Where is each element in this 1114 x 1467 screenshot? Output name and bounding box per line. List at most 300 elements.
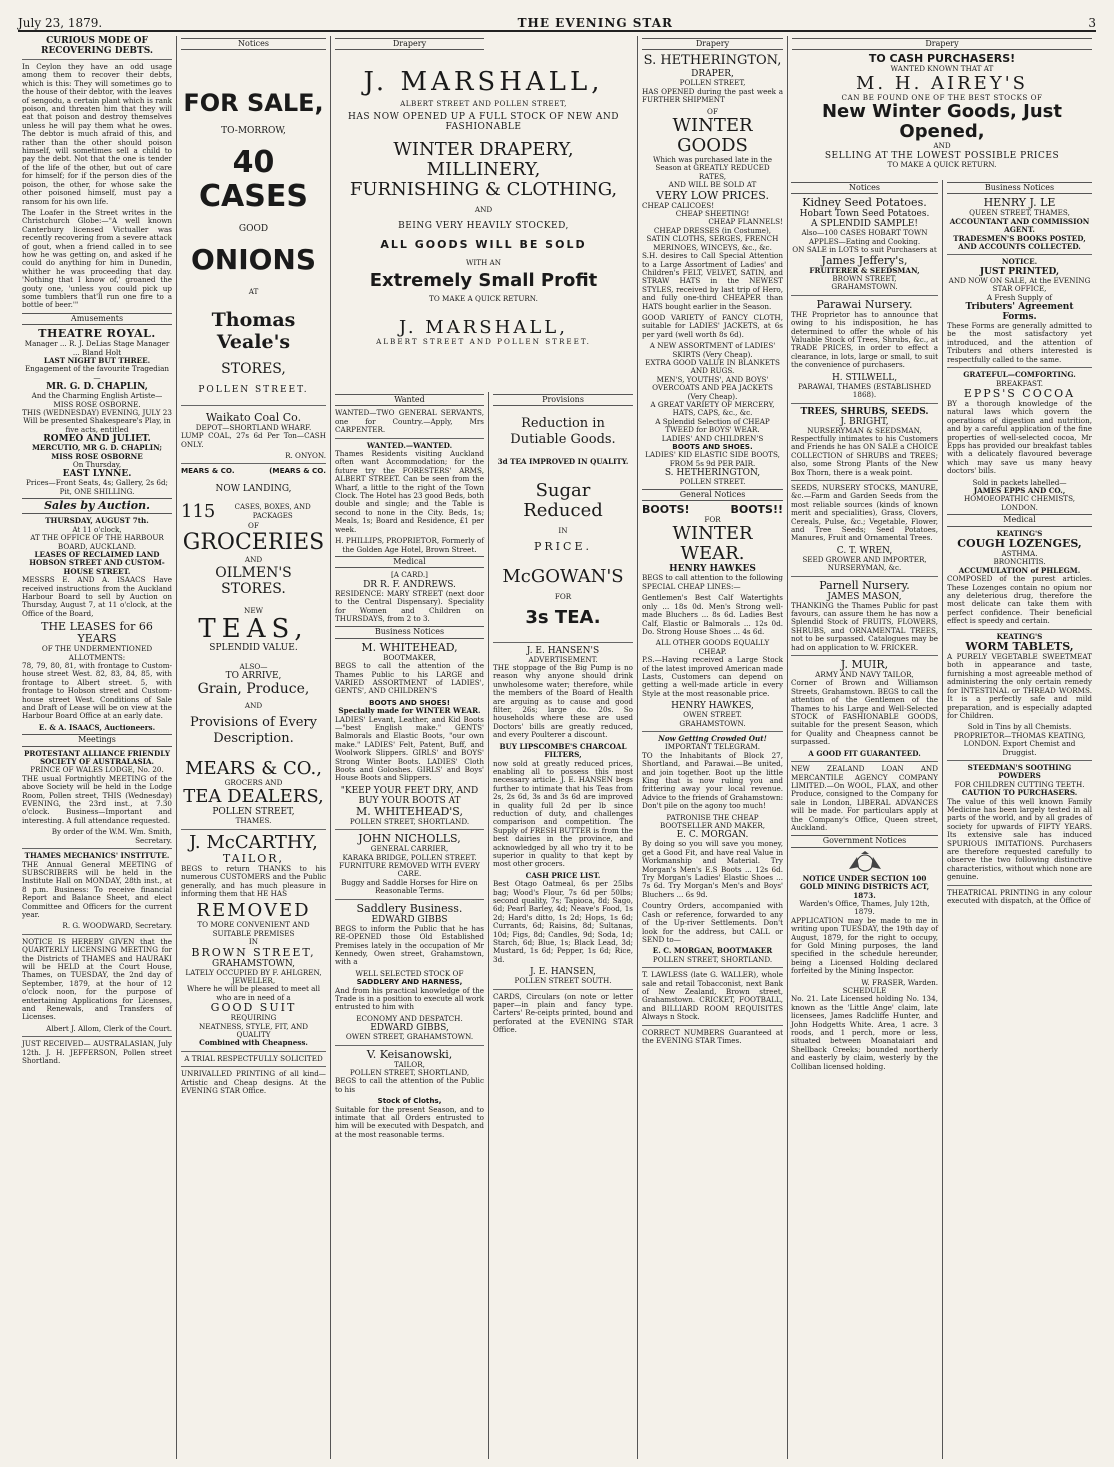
keating-proprietor: PROPRIETOR—THOMAS KEATING, LONDON. Export Chemist and Druggist. bbox=[953, 730, 1086, 757]
in-label: IN bbox=[248, 937, 259, 947]
page-number: 3 bbox=[1088, 16, 1096, 30]
epps-company: JAMES EPPS AND CO., bbox=[973, 485, 1066, 495]
article-body: In Ceylon they have an odd usage among them to recover their debts, which is this: They will sometimes go to the house of their debtor, with the leaves of sengodu, a certain plant which is rank poison, and threaten him that they will eat that poison and destroy themselves unless he will pay them what he owes. The debtor is much afraid of this, and rather than the other should poison himself, will sometimes sell a child to pay the debt. Not that the one is tender of the life of the other, but out of care for himself; for if the person dies of the poison, the other, for whose sake the other poisoned himself, must pay a ransom for his own life. bbox=[22, 62, 172, 206]
lowest-prices: SELLING AT THE LOWEST POSSIBLE PRICES bbox=[824, 150, 1060, 161]
parawai-heading: Parawai Nursery. bbox=[816, 297, 913, 311]
allotments-heading: OF THE UNDERMENTIONED ALLOTMENTS: bbox=[41, 644, 153, 662]
phlegm: ACCUMULATION of PHLEGM. bbox=[958, 565, 1081, 575]
fruiterer-label: FRUITERER & SEEDSMAN, bbox=[809, 265, 920, 275]
doctor-name: DR R. F. ANDREWS. bbox=[363, 579, 456, 590]
tea-price: 3s TEA. bbox=[525, 606, 601, 628]
fresh-supply: A Fresh Supply of bbox=[986, 292, 1053, 302]
trial-label: A TRIAL RESPECTFULLY SOLICITED bbox=[184, 1053, 323, 1063]
trees-heading: TREES, SHRUBS, SEEDS. bbox=[800, 406, 929, 417]
grateful-comforting: GRATEFUL—COMFORTING. bbox=[963, 370, 1076, 380]
hansen-sig: J. E. HANSEN, bbox=[529, 967, 597, 978]
application-body: APPLICATION may be made to me in writing upon TUESDAY, the 19th day of August, 1879, for the right to occupy, for Gold Mining purposes, the land specified in the schedule hereunder, being a Licensed Holding declared forfeited by the Mining Inspector. bbox=[791, 915, 938, 976]
marshall-address: ALBERT STREET AND POLLEN STREET, bbox=[400, 99, 567, 108]
marshall-address-2: ALBERT STREET AND POLLEN STREET. bbox=[376, 336, 591, 346]
and-label: AND bbox=[474, 205, 493, 215]
hetherington-opened: HAS OPENED during the past week a FURTHER SHIPMENT bbox=[642, 86, 783, 105]
auctioneer-signature: E. & A. ISAACS, Auctioneers. bbox=[38, 722, 156, 732]
well-selected: WELL SELECTED STOCK OF bbox=[355, 968, 464, 978]
grain-heading: Grain, Produce, bbox=[197, 681, 310, 698]
jeffery-town: GRAHAMSTOWN. bbox=[831, 282, 898, 292]
country-orders: Country Orders, accompanied with Cash or reference, forwarded to any of the Up-river Settlements. Don't look for the address, but CALL or SEND to— bbox=[642, 901, 783, 944]
and-label: AND bbox=[933, 141, 951, 151]
wanted-body: Thames Residents visiting Auckland often want Accommodation; for the future try the FORESTERS' ARMS, ALBERT STREET. Can be seen from the Wharf, a little to the right of the Town Clock. The Hotel has 23 good Beds, both double and single; and the Table is second to none in the City. Beds, 1s; Meals, 1s; Board and Residence, £1 per week. bbox=[335, 449, 484, 534]
boots-1: BOOTS! bbox=[642, 503, 690, 517]
mears-heading: MEARS & CO., bbox=[185, 757, 322, 779]
reduction-heading: Reduction in Dutiable Goods. bbox=[510, 416, 616, 448]
just-received: JUST RECEIVED— AUSTRALASIAN, July 12th. J. H. JEFFERSON, Pollen street Shortland. bbox=[22, 1039, 172, 1066]
gibbs-address: OWEN STREET, GRAHAMSTOWN. bbox=[345, 1032, 474, 1042]
mccarthy-heading: J. McCARTHY, bbox=[189, 831, 318, 853]
children-teeth: FOR CHILDREN CUTTING TEETH. bbox=[954, 779, 1085, 789]
licensing-notice: NOTICE IS HEREBY GIVEN that the QUARTERLY LICENSING MEETING for the Districts of THAMES and HAURAKI will be HELD at the Court House, Thames, on TUESDAY, the 2nd day of September, 1879, at the hour of 12 o'clock noon, for the purpose of entertaining Applications for Licenses, and Renewals, and Transfers of Licenses. bbox=[22, 936, 172, 1022]
hawkes-heading: HENRY HAWKES bbox=[669, 564, 756, 575]
provisions-heading: Provisions of Every bbox=[190, 714, 317, 730]
will-be-sold: AND WILL BE SOLD AT bbox=[668, 180, 757, 190]
section-heading-wanted: Wanted bbox=[335, 394, 484, 406]
henry-street: QUEEN STREET, THAMES, bbox=[969, 208, 1070, 218]
society-name: PROTESTANT ALLIANCE FRIENDLY SOCIETY OF AUSTRALASIA. bbox=[24, 748, 170, 767]
keatings-label-2: KEATING'S bbox=[996, 631, 1043, 641]
last-night: LAST NIGHT BUT THREE. bbox=[43, 356, 151, 365]
epps-london: LONDON. bbox=[1001, 502, 1038, 512]
grocers-label: GROCERS AND bbox=[224, 777, 283, 787]
mears-logo-right: (MEARS & CO. bbox=[269, 466, 326, 476]
parnell-heading: Parnell Nursery. bbox=[819, 578, 910, 592]
nz-loan: NEW ZEALAND LOAN AND MERCANTILE AGENCY COMPANY LIMITED.—On WOOL, FLAX, and other Produce, consigned to the Company for sale in London, LIBERAL ADVANCES will be made. For particulars apply at the Company's Office, Queen street, Auckland. bbox=[791, 764, 938, 832]
morgan-sig: E. C. MORGAN, BOOTMAKER bbox=[652, 946, 773, 956]
in-label: IN bbox=[558, 525, 568, 535]
description-heading: Description. bbox=[213, 730, 294, 746]
best-stocks: CAN BE FOUND ONE OF THE BEST STOCKS OF bbox=[841, 92, 1043, 102]
section-heading-medical-2: Medical bbox=[947, 514, 1092, 526]
purchased-late: Which was purchased late in the Season at GREATLY REDUCED RATES, bbox=[652, 155, 773, 181]
new-winter-goods: New Winter Goods, Just Opened, bbox=[821, 101, 1062, 143]
section-heading-auction: Sales by Auction. bbox=[22, 498, 172, 514]
morgan-heading: E. C. MORGAN. bbox=[676, 830, 749, 841]
stock-cloths: Stock of Cloths, bbox=[377, 1096, 442, 1106]
newspaper-title: THE EVENING STAR bbox=[517, 16, 673, 30]
neatness-label: NEATNESS, STYLE, FIT, AND QUALITY bbox=[198, 1021, 309, 1039]
section-heading-drapery-3: Drapery bbox=[792, 38, 1092, 50]
correct-numbers: CORRECT NUMBERS Guaranteed at the EVENING STAR Times. bbox=[642, 1027, 783, 1045]
lipscombe-filters: BUY LIPSCOMBE'S CHARCOAL FILTERS, bbox=[499, 741, 627, 760]
wanted-servants: WANTED—TWO GENERAL SERVANTS, one for Country.—Apply, Mrs CARPENTER. bbox=[335, 408, 484, 435]
lodge-name: PRINCE OF WALES LODGE, No. 20. bbox=[30, 765, 164, 775]
actress-name: And the Charming English Artiste— MISS ROSE OSBORNE. bbox=[31, 391, 163, 409]
bronchitis: BRONCHITIS. bbox=[993, 557, 1046, 567]
mason-body: THANKING the Thames Public for past favours, can assure them he has now a Splendid Stock of FRUITS, FLOWERS, SHRUBS, and ORNAMENTAL TREES, not to be surpassed. Catalogues may be had on application to W. FRICKER. bbox=[791, 600, 938, 652]
auction-date: THURSDAY, AUGUST 7th. bbox=[45, 516, 149, 526]
veale-address: POLLEN STREET. bbox=[198, 384, 309, 395]
column-2 bbox=[176, 36, 330, 1459]
and-label-2: AND bbox=[244, 701, 263, 711]
to-arrive: TO ARRIVE, bbox=[225, 671, 282, 682]
hawkes-lines: Gentlemen's Best Calf Watertights only ... 18s 0d. Men's Strong well-made Bluchers ... 8s 6d. Ladies Best Calf, Elastic or Balmorals ... 12s 0d. Do. Strong House Shoes ... 4s 6d. bbox=[642, 593, 783, 636]
allotments-list: 78, 79, 80, 81, with frontage to Custom-house street West. 82, 83, 84, 85, with frontage to Albert street. 5, with frontage to Hobson street and Custom-house street West. Conditions of Sale and Draft of Lease will be on view at the Harbour Board Office at an early date. bbox=[22, 660, 172, 721]
just-printed: JUST PRINTED, bbox=[979, 266, 1060, 277]
epps-body: BY a thorough knowledge of the natural laws which govern the operations of digestion and nutrition, and by a careful application of the fine properties of well-selected cocoa, Mr Epps has provided our breakfast tables with a delicately flavoured beverage which may save us many heavy doctors' bills. bbox=[947, 398, 1092, 476]
homoeopathic: HOMOEOPATHIC CHEMISTS, bbox=[963, 494, 1076, 504]
asthma: ASTHMA. bbox=[1001, 549, 1038, 558]
bright-name: J. BRIGHT, bbox=[840, 416, 889, 427]
jeffery-heading: James Jeffery's, bbox=[821, 253, 908, 267]
ticket-prices: Prices—Front Seats, 4s; Gallery, 2s 6d; Pit, ONE SHILLING. bbox=[26, 478, 168, 496]
nicholls-heading: JOHN NICHOLLS, bbox=[358, 832, 461, 846]
cash-purchasers: TO CASH PURCHASERS! bbox=[868, 52, 1016, 66]
package-count: 115 bbox=[181, 500, 216, 522]
advertisement-label: ADVERTISEMENT. bbox=[528, 654, 598, 664]
bootmaker-label: BOOTMAKER, bbox=[383, 652, 436, 662]
mears-logo-left: MEARS & CO. bbox=[181, 466, 235, 476]
theatrical-printing: THEATRICAL PRINTING in any colour executed with dispatch, at the Office of bbox=[947, 887, 1092, 906]
issue-date: July 23, 1879. bbox=[18, 16, 103, 30]
all-other-goods: ALL OTHER GOODS EQUALLY CHEAP. bbox=[655, 638, 770, 656]
keisanowski-end: Suitable for the present Season, and to intimate that all Orders entrusted to him will be executed with Despatch, and at the most reasonable terms. bbox=[335, 1104, 484, 1139]
apples: Also—100 CASES HOBART TOWN APPLES—Eating and Cooking. bbox=[801, 228, 928, 246]
teas-heading: TEAS, bbox=[198, 614, 309, 645]
sold-in-packets: Sold in packets labelled— bbox=[972, 477, 1067, 487]
section-heading-notices: Notices bbox=[181, 38, 326, 50]
at-label: AT bbox=[248, 287, 259, 297]
whitehead-address: POLLEN STREET, SHORTLAND. bbox=[349, 816, 470, 826]
overcoats: MEN'S, YOUTHS', AND BOYS' OVERCOATS AND PEA JACKETS (Very Cheap). bbox=[652, 374, 773, 401]
marshall-sig: J. MARSHALL, bbox=[399, 316, 568, 338]
column-5 bbox=[637, 36, 787, 1459]
mcgowan-heading: McGOWAN'S bbox=[502, 566, 624, 588]
cash-price-list: CASH PRICE LIST. bbox=[525, 870, 601, 880]
furniture-removed: FURNITURE REMOVED WITH EVERY CARE. bbox=[339, 861, 480, 879]
onions-heading: ONIONS bbox=[190, 243, 317, 277]
removed-heading: REMOVED bbox=[196, 900, 311, 922]
mason-name: JAMES MASON, bbox=[827, 591, 902, 602]
bright-body: Respectfully intimates to his Customers and Friends he has ON SALE a CHOICE COLLECTION of SHRUBS and TREES; also, some Strong Plants of the New Box Thorn, there is a weak point. bbox=[791, 433, 938, 477]
gibbs-sig: EDWARD GIBBS, bbox=[370, 1023, 449, 1034]
combined-label: Combined with Cheapness. bbox=[199, 1038, 308, 1048]
fit-guaranteed: A GOOD FIT GUARANTEED. bbox=[808, 748, 921, 758]
new-label: NEW bbox=[244, 605, 263, 615]
sale-day: TO-MORROW, bbox=[221, 126, 286, 137]
card-label: [A CARD.] bbox=[391, 570, 428, 580]
cheap-sheeting: CHEAP SHEETING! bbox=[675, 209, 750, 219]
warden-office: Warden's Office, Thames, July 12th, 1879. bbox=[799, 898, 930, 917]
winter-goods: WINTER GOODS bbox=[672, 115, 753, 157]
wanted-heading: WANTED.—WANTED. bbox=[366, 440, 453, 450]
whitehead-sig: M. WHITEHEAD'S, bbox=[356, 804, 463, 818]
section-heading-business-2: Business Notices bbox=[947, 182, 1092, 194]
quick-return: TO MAKE A QUICK RETURN. bbox=[887, 159, 997, 169]
whitehead-body: BEGS to call the attention of the Thames Public to his LARGE and VARIED ASSORTMENT of LADIES', GENTS', AND CHILDREN'S bbox=[335, 661, 484, 696]
schedule-heading: SCHEDULE bbox=[842, 986, 887, 996]
column-3-lower bbox=[330, 392, 488, 1459]
keatings-label: KEATING'S bbox=[996, 528, 1043, 538]
good-label: GOOD bbox=[238, 224, 269, 235]
whitehead-list: LADIES' Levant, Leather, and Kid Boots—"best English make." GENTS' Balmorals and Elastic Boots, "our own make." LADIES' Felt, Patent, Buff, and Woolwork Slippers. GIRLS' and BOYS' Strong Winter Boots. LADIES' Cloth Boots and Goloshes. GIRLS' and Boys' House Boots and Slippers. bbox=[335, 714, 484, 783]
column-4 bbox=[488, 392, 637, 1459]
ladies-skirts: A NEW ASSORTMENT of LADIES' SKIRTS (Very Cheap). bbox=[649, 341, 776, 359]
hetherington-hats: S.H. desires to Call Special Attention to a Large Assortment of Ladies' and Children's FELT, VELVET, SATIN, and STRAW HATS in the NEWEST STYLES, received by last trip of Hero, and fully one-third CHEAPER than HATS bought earlier in the Season. bbox=[642, 251, 783, 311]
satin-cloths: SATIN CLOTHS, SERGES, FRENCH MERINOES, WINCEYS, &c., &c. bbox=[646, 234, 779, 252]
saddlery-heading: Saddlery Business. bbox=[356, 901, 463, 915]
bright-trade: NURSERYMAN & SEEDSMAN, bbox=[807, 425, 922, 435]
groceries-heading: GROCERIES bbox=[182, 530, 325, 556]
stilwell-name: H. STILWELL, bbox=[831, 372, 898, 383]
tradesmen-books: TRADESMEN'S BOOKS POSTED, AND ACCOUNTS COLLECTED. bbox=[953, 233, 1086, 252]
airey-heading: M. H. AIREY'S bbox=[856, 72, 1028, 94]
keatings-body: COMPOSED of the purest articles. These Lozenges contain no opium nor any deleterious drug, therefore the most delicate can take them with perfect confidence. Their beneficial effect is speedy and certain. bbox=[947, 574, 1092, 626]
for-sale-heading: FOR SALE, bbox=[183, 89, 324, 118]
army-tailor: ARMY AND NAVY TAILOR, bbox=[815, 670, 914, 680]
on-sale-lots: ON SALE in LOTS to suit Purchasers at bbox=[792, 245, 937, 255]
boots-shoes: BOOTS AND SHOES! bbox=[369, 697, 450, 707]
printing-ad: UNRIVALLED PRINTING of all kind—Artistic and Cheap designs. At the EVENING STAR Office. bbox=[181, 1069, 326, 1095]
notice-under-section: NOTICE UNDER SECTION 100 GOLD MINING DISTRICTS ACT, 1873. bbox=[799, 873, 930, 900]
mears-town: THAMES. bbox=[235, 816, 272, 826]
doctor-residence: RESIDENCE: MARY STREET (next door to the Central Dispensary). Speciality for Women and Children on THURSDAYS, from 2 to 3. bbox=[335, 588, 484, 623]
mechanics-signature: R. G. WOODWARD, Secretary. bbox=[62, 921, 172, 931]
notice-heading: NOTICE. bbox=[1001, 257, 1038, 267]
worm-tablets: WORM TABLETS, bbox=[965, 640, 1074, 654]
coal-agent: R. ONYON. bbox=[285, 451, 326, 461]
section-heading-government: Government Notices bbox=[791, 835, 938, 847]
keep-feet-dry: "KEEP YOUR FEET DRY, AND BUY YOUR BOOTS AT bbox=[340, 785, 479, 806]
kidney-potatoes: Kidney Seed Potatoes. bbox=[802, 196, 927, 210]
performance-date: THIS (WEDNESDAY) EVENING, JULY 23 Will be presented Shakespeare's Play, in five acts, entitled bbox=[22, 408, 172, 434]
hansen-body: THE stoppage of the Big Pump is no reason why anyone should drink unwholesome water; therefore, while the members of the Board of Health are arguing as to cause and good filter, 26s; large do. 20s. So households where these are used Doctors' bills are greatly reduced, and every Poulterer a discount. bbox=[493, 663, 633, 740]
section-heading-provisions: Provisions bbox=[493, 394, 633, 406]
masthead bbox=[18, 8, 1096, 32]
licensing-signature: Albert J. Allom, Clerk of the Court. bbox=[46, 1023, 172, 1033]
cheap-flannels: CHEAP FLANNELS! bbox=[708, 217, 783, 227]
keisanowski-address: POLLEN STREET, SHORTLAND, bbox=[349, 1067, 470, 1077]
tea-dealers-heading: TEA DEALERS, bbox=[183, 786, 324, 808]
of-label: OF bbox=[248, 520, 259, 530]
small-profit: Extremely Small Profit bbox=[369, 270, 598, 292]
gibbs-trade: And from his practical knowledge of the Trade is in a position to execute all work entrusted to him with bbox=[335, 985, 484, 1012]
coal-price: LUMP COAL, 27s 6d Per Ton—CASH ONLY. bbox=[181, 431, 326, 449]
patronise: PATRONISE THE CHEAP BOOTSELLER AND MAKER, bbox=[659, 812, 766, 831]
with-an: WITH AN bbox=[465, 257, 502, 267]
hawkes-sig: HENRY HAWKES, bbox=[671, 701, 754, 712]
hetherington-sig: S. HETHERINGTON, bbox=[664, 468, 761, 479]
fancy-cloth: GOOD VARIETY of FANCY CLOTH, suitable for LADIES' JACKETS, at 6s per yard (well worth 8s 6d). bbox=[642, 312, 783, 339]
section-heading-drapery: Drapery bbox=[335, 38, 484, 50]
sold-in-tins: Sold in Tins by all Chemists. bbox=[967, 722, 1072, 732]
caution: CAUTION TO PURCHASERS. bbox=[961, 788, 1078, 798]
mechanics-body: THE Annual General MEETING of SUBSCRIBERS will be held in the Institute Hall on MONDAY, 28th inst., at 8 p.m. Business: To receive financial Report and Balance Sheet, and elect Committee and Officers for the current year. bbox=[22, 859, 172, 919]
economy-despatch: ECONOMY AND DESPATCH. bbox=[356, 1013, 463, 1023]
for-label: FOR bbox=[554, 592, 572, 602]
veale-name: Thomas Veale's bbox=[211, 308, 296, 353]
worm-body: A PURELY VEGETABLE SWEETMEAT both in appearance and taste, furnishing a most agreeable method of administering the only certain remedy for INTESTINAL or THREAD WORMS. It is a perfectly safe and mild preparation, and is especially adapted for Children. bbox=[947, 652, 1092, 720]
mercery: A GREAT VARIETY OF MERCERY, HATS, CAPS, &c., &c. bbox=[650, 400, 775, 418]
schedule-body: No. 21. Late Licensed holding No. 134, known as the 'Little Ange' claim, late licensees, James Radcliffe Hunter, and John Hodgetts White. Area, 1 acre. 3 roods, and 1 perch, more or less, situated between Moanataiari and Shellback Creeks; bounded northerly and easterly by claim, westerly by the Colliban licensed holding. bbox=[791, 994, 938, 1071]
column-6 bbox=[787, 180, 942, 1459]
wren-name: C. T. WREN, bbox=[836, 545, 893, 556]
forms-body: These Forms are generally admitted to be the most satisfactory yet introduced, and the attention of Tributers and others interested is respectfully called to the same. bbox=[947, 321, 1092, 364]
mechanics-title: THAMES MECHANICS' INSTITUTE. bbox=[24, 851, 170, 861]
epps-cocoa: EPPS'S COCOA bbox=[963, 386, 1076, 400]
lawless-ad: T. LAWLESS (late G. WALLER), whole sale and retail Tobacconist, next Bank of New Zealand, Brown street, Grahamstown. CRICKET, FOOTBALL, and BILLIARD ROOM REQUISITES Always n Stock. bbox=[642, 970, 783, 1022]
furnishing-clothing: FURNISHING & CLOTHING, bbox=[349, 179, 618, 201]
for-label: FOR bbox=[704, 515, 721, 525]
section-heading-drapery-2: Drapery bbox=[642, 38, 783, 50]
next-date: On Thursday, bbox=[72, 460, 122, 470]
morgan-body: By doing so you will save you money, get a Good Fit, and have real Value in Workmanship and Material. Try Morgan's Men's E.S Boots ... 12s 6d. Try Morgan's Ladies' Elastic Shoes ... 7s 6d. Try Morgan's Men's and Boys' Bluchers ... 6s 9d. bbox=[642, 839, 783, 899]
and-label: AND bbox=[244, 555, 263, 565]
hobart-potatoes: Hobart Town Seed Potatoes. bbox=[799, 209, 930, 220]
auction-title: LEASES OF RECLAIMED LAND HOBSON STREET AND CUSTOM-HOUSE STREET. bbox=[29, 549, 165, 576]
auction-body: MESSRS E. AND A. ISAACS Have received instructions from the Auckland Harbour Board to sell by Auction on Thursday, August 7, at 11 o'clock, at the Office of the Board, bbox=[22, 575, 172, 618]
hawkes-town: GRAHAMSTOWN. bbox=[679, 718, 746, 728]
cheap-tweed: A Splendid Selection of CHEAP TWEED for BOYS' WEAR. bbox=[655, 416, 770, 435]
sugar-heading: Sugar Reduced bbox=[523, 479, 603, 521]
leases-heading: THE LEASES for 66 YEARS bbox=[41, 620, 153, 646]
stilwell-address: PARAWAI, THAMES (ESTABLISHED 1868). bbox=[797, 381, 932, 400]
marshall-heading: J. MARSHALL, bbox=[363, 67, 604, 97]
heavily-stocked: BEING VERY HEAVILY STOCKED, bbox=[398, 220, 569, 231]
winter-wear: WINTER WEAR. bbox=[672, 523, 753, 565]
wanted-signature: H. PHILLIPS, PROPRIETOR, Formerly of the Golden Age Hotel, Brown Street. bbox=[335, 536, 484, 554]
telegram-body: TO the Inhabitants of Block 27, Shortland, and Parawai.—Be united, and join together. Boot up the little King that is now ruling you and frittering away your local revenue. Advice to the friends of Grahamstown: Don't pile on the agony too much! bbox=[642, 750, 783, 811]
telegram-heading: IMPORTANT TELEGRAM. bbox=[664, 742, 761, 752]
steedman-body: The value of this well known Family Medicine has been largely tested in all parts of the world, and by all grades of society for upwards of FIFTY YEARS. Its extensive sale has induced SPURIOUS IMITATIONS. Purchasers are therefore requested carefully to observe the two following distinctive characteristics, without which none are genuine. bbox=[947, 796, 1092, 882]
marshall-advert bbox=[330, 58, 637, 378]
theatre-manager: Manager ... R. J. DeLias Stage Manager ... Bland Holt bbox=[24, 339, 170, 357]
article-body: The Loafer in the Street writes in the Christchurch Globe:—"A well known Canterbury licensed Victualler was recently recovering from a severe attack of gout, when a friend called in to see how he was getting on, and asked if he could do anything for him in Dunedin, whither he was proceeding that day. 'Nothing that I know of,' groaned the gouty one, 'unless you could pick up some tumblers that'll run one fire to a bottle of beer.'" bbox=[22, 207, 172, 310]
wanted-known: WANTED KNOWN THAT AT bbox=[890, 64, 994, 74]
section-heading-meetings: Meetings bbox=[22, 734, 172, 746]
section-heading-notices-2: Notices bbox=[791, 182, 938, 194]
carrier-label: GENERAL CARRIER, bbox=[370, 844, 449, 854]
winter-wear: Specially made for WINTER WEAR. bbox=[338, 706, 481, 716]
crowded-out: Now Getting Crowded Out! bbox=[658, 733, 767, 743]
keisanowski-body: BEGS to call the attention of the Public to his bbox=[335, 1076, 484, 1094]
quick-return: TO MAKE A QUICK RETURN. bbox=[429, 294, 538, 304]
cards-ad: CARDS, Circulars (on note or letter paper—in plain and fancy type. Carters' Re-ceipts printed, bound and perforated at the EVENING STAR Office. bbox=[493, 991, 633, 1035]
mears-address: POLLEN STREET, bbox=[212, 807, 295, 818]
now-landing: NOW LANDING, bbox=[215, 483, 292, 494]
actor-name: MR. G. D. CHAPLIN, bbox=[46, 382, 148, 393]
splendid-sample: A SPLENDID SAMPLE! bbox=[811, 219, 918, 230]
grahamstown: GRAHAMSTOWN, bbox=[212, 958, 295, 969]
play-title: ROMEO AND JULIET. bbox=[43, 434, 151, 445]
marshall-opened: HAS NOW OPENED UP A FULL STOCK OF NEW AND FASHIONABLE bbox=[348, 112, 619, 133]
brown-street: BROWN STREET, bbox=[191, 945, 316, 959]
hawkes-body: BEGS to call attention to the following SPECIAL CHEAP LINES:— bbox=[642, 573, 783, 591]
hetherington-address: POLLEN STREET. bbox=[679, 477, 746, 487]
keisanowski-heading: V. Keisanowski, bbox=[366, 1047, 453, 1061]
very-low-prices: VERY LOW PRICES. bbox=[656, 188, 769, 202]
kid-boots: LADIES' KID ELASTIC SIDE BOOTS, FROM 5s 9d PER PAIR. bbox=[645, 450, 780, 468]
jeffery-street: BROWN STREET, bbox=[832, 274, 897, 284]
premises-label: TO MORE CONVENIENT AND SUITABLE PREMISES bbox=[197, 920, 310, 938]
hawkes-ps: P.S.—Having received a Large Stock of the latest improved American made Lasts, Customers can depend on getting a well-made article in every Style at the most reasonable price. bbox=[642, 655, 783, 698]
of-label: OF bbox=[707, 106, 718, 116]
winter-drapery: WINTER DRAPERY, MILLINERY, bbox=[393, 139, 574, 181]
seeds-ad: SEEDS, NURSERY STOCKS, MANURE, &c.—Farm and Garden Seeds from the most reliable sources (kinds of known merit and specialities), Grass, Clovers, Cereals, Pulse, &c.; Vegetable, Flower, and Tree Seeds; Seed Potatoes, Manures, Fruit and Ornamental Trees. bbox=[791, 482, 938, 543]
wren-trade: SEED GROWER AND IMPORTER, NURSERYMAN, &c. bbox=[802, 554, 927, 573]
lately-occupied: LATELY OCCUPIED BY F. AHLGREN, JEWELLER, bbox=[185, 967, 322, 985]
price-label: PRICE. bbox=[534, 540, 592, 554]
oilmen-heading: OILMEN'S STORES. bbox=[215, 564, 292, 597]
hetherington-street: POLLEN STREET, bbox=[679, 78, 746, 88]
muir-heading: J. MUIR, bbox=[840, 658, 889, 672]
auction-location: AT THE OFFICE OF THE HARBOUR BOARD, AUCKLAND. bbox=[30, 533, 164, 551]
buggy-hire: Buggy and Saddle Horses for Hire on Reasonable Terms. bbox=[341, 877, 478, 896]
cash-price-body: Best Otago Oatmeal, 6s per 25lbs bag; Wood's Flour, 7s 6d per 50lbs; second quality, 7s; Tapioca, 8d; Sago, 6d; Pearl Barley, 4d; Neave's Food, 1s 2d; Hard's ditto, 1s 2d; Hops, 1s 6d; Currants, 6d; Raisins, 8d; Sultanas, 10d; Figs, 8d; Candles, 9d; Soda, 1d; Starch, 6d; Blue, 1s; Black Lead, 3d; Mustard, 1s 6d; Pepper, 1s 6d; Rice, 3d. bbox=[493, 879, 633, 964]
hansen-heading: J. E. HANSEN'S bbox=[526, 645, 600, 656]
column-7 bbox=[942, 180, 1096, 1459]
column-1 bbox=[18, 36, 176, 1459]
breakfast: BREAKFAST. bbox=[996, 378, 1043, 388]
next-play: EAST LYNNE. bbox=[62, 469, 132, 480]
tributers-forms: Tributers' Agreement Forms. bbox=[965, 302, 1074, 323]
theatre-title: THEATRE ROYAL. bbox=[38, 327, 156, 341]
keisanowski-tailor: TAILOR, bbox=[394, 1059, 425, 1069]
section-heading-general: General Notices bbox=[642, 489, 783, 501]
muir-body: Corner of Brown and Williamson Streets, Grahamstown. BEGS to call the attention of the Gentlemen of the Thames to his Large and Well-Selected STOCK of FASHIONABLE GOODS, suitable for the present Season, which for Quality and Cheapness cannot be surpassed. bbox=[791, 678, 938, 747]
section-heading-medical: Medical bbox=[335, 556, 484, 568]
whitehead-heading: M. WHITEHEAD, bbox=[361, 640, 458, 654]
tailor-label: TAILOR, bbox=[222, 851, 285, 865]
gibbs-name: EDWARD GIBBS bbox=[371, 914, 448, 925]
all-goods-sold: ALL GOODS WILL BE SOLD bbox=[380, 237, 587, 251]
henry-heading: HENRY J. LE bbox=[983, 196, 1056, 210]
blankets: EXTRA GOOD VALUE IN BLANKETS AND RUGS. bbox=[645, 357, 780, 376]
ladies-children: LADIES' AND CHILDREN'S bbox=[661, 433, 764, 443]
cheap-dresses: CHEAP DRESSES (in Costume), bbox=[653, 225, 772, 235]
stores-label: STORES, bbox=[221, 360, 286, 377]
warden-signature: W. FRASER, Warden. bbox=[861, 977, 938, 987]
meeting-signature: By order of the W.M. Wm. Smith, Secretary. bbox=[51, 827, 172, 845]
coal-company: Waikato Coal Co. bbox=[205, 410, 302, 424]
cases-count: 40 CASES bbox=[199, 145, 308, 215]
where-text: Where he will be pleased to meet all who are in need of a bbox=[186, 984, 321, 1002]
good-suit: GOOD SUIT bbox=[210, 1001, 297, 1015]
cast: MERCUTIO, MR G. D. CHAPLIN; MISS ROSE OSBORNE bbox=[31, 443, 163, 461]
parawai-body: THE Proprietor has to announce that owing to his indisposition, he has determined to offer the whole of his Valuable Stock of Trees, Shrubs, &c., at TRADE PRICES, in order to effect a clearance, in lots, large or small, to suit the convenience of purchasers. bbox=[791, 309, 938, 370]
boots-shoes: BOOTS AND SHOES. bbox=[672, 442, 753, 452]
meeting-body: THE usual Fortnightly MEETING of the above Society will be held in the Lodge Room, Pollen street, THIS (Wednesday) EVENING, the 23rd inst., at 7.30 o'clock. Business—Important and interesting. A full attendance requested. bbox=[22, 773, 172, 825]
also-label: ALSO— bbox=[239, 662, 268, 672]
splendid-value: SPLENDID VALUE. bbox=[209, 643, 298, 654]
mccarthy-body: BEGS to return THANKS to his numerous CUSTOMERS and the Public generally, and has much pleasure in informing them that HE HAS bbox=[181, 863, 326, 898]
steedman-heading: STEEDMAN'S SOOTHING POWDERS bbox=[967, 762, 1072, 781]
draper-label: DRAPER, bbox=[691, 69, 734, 80]
boots-2: BOOTS!! bbox=[730, 503, 783, 517]
coal-depot: DEPOT—SHORTLAND WHARF. bbox=[195, 422, 312, 432]
karaka-address: KARAKA BRIDGE, POLLEN STREET. bbox=[342, 852, 477, 862]
on-sale: AND NOW ON SALE, At the EVENING STAR OFFICE, bbox=[948, 275, 1091, 294]
accountant-label: ACCOUNTANT AND COMMISSION AGENT. bbox=[949, 216, 1090, 235]
engagement: Engagement of the favourite Tragedian— bbox=[24, 364, 170, 382]
hetherington-heading: S. HETHERINGTON, bbox=[643, 53, 782, 69]
cheap-calicoes: CHEAP CALICOES! bbox=[642, 200, 715, 210]
saddlery-harness: SADDLERY AND HARNESS, bbox=[356, 977, 463, 987]
royal-crest-icon bbox=[845, 851, 885, 873]
morgan-address: POLLEN STREET, SHORTLAND. bbox=[652, 954, 773, 964]
auction-time: At 11 o'clock, bbox=[72, 524, 122, 534]
section-heading-amusements: Amusements bbox=[22, 313, 172, 325]
tea-improved: 3d TEA IMPROVED IN QUALITY. bbox=[497, 457, 629, 467]
hansen-body-2: now sold at greatly reduced prices, enabling all to possess this most necessary article. J. E. HANSEN begs further to intimate that his Teas from 2s, 2s 6d, 3s and 3s 6d are improved in quality full 2d per lb since reduction of duty, and challenges comparison and competition. The Supply of FRESH BUTTER is from the best dairies in the province, and acknowledged by all who try it to be superior in quality to that kept by most other grocers. bbox=[493, 758, 633, 869]
section-heading-business: Business Notices bbox=[335, 626, 484, 638]
